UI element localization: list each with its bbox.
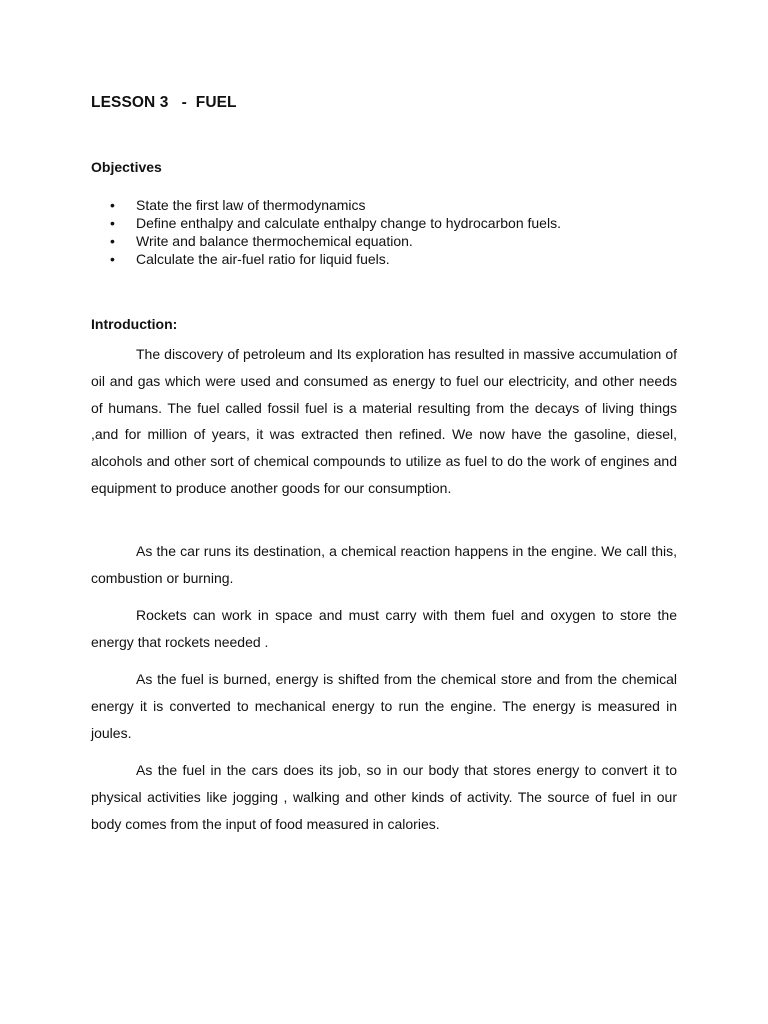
paragraph-text: As the car runs its destination, a chemical reaction happens in the engine. We call this, combustion or burning. <box>91 543 677 586</box>
objective-text: Write and balance thermochemical equation. <box>136 233 413 249</box>
objective-text: Calculate the air-fuel ratio for liquid fuels. <box>136 251 390 267</box>
list-item <box>110 196 561 214</box>
introduction-paragraph <box>91 341 677 502</box>
paragraph-text: Rockets can work in space and must carry with them fuel and oxygen to store the energy that rockets needed . <box>91 607 677 650</box>
paragraph-text: The discovery of petroleum and Its exploration has resulted in massive accumulation of oil and gas which were used and consumed as energy to fuel our electricity, and other needs of humans. The fuel called fossil fuel is a material resulting from the decays of living things ,and for million of years, it was extracted then refined. We now have the gasoline, diesel, alcohols and other sort of chemical compounds to utilize as fuel to do the work of engines and equipment to produce another goods for our consumption. <box>91 346 677 496</box>
objective-text: State the first law of thermodynamics <box>136 197 366 213</box>
objectives-heading: Objectives <box>91 159 162 175</box>
bullet-icon: • <box>110 197 115 213</box>
introduction-paragraph <box>91 602 677 656</box>
list-item <box>110 250 561 268</box>
bullet-icon: • <box>110 215 115 231</box>
lesson-title: LESSON 3 - FUEL <box>91 94 237 111</box>
objective-text: Define enthalpy and calculate enthalpy change to hydrocarbon fuels. <box>136 215 561 231</box>
list-item <box>110 232 561 250</box>
list-item <box>110 214 561 232</box>
bullet-icon: • <box>110 233 115 249</box>
paragraph-text: As the fuel in the cars does its job, so in our body that stores energy to convert it to physical activities like jogging , walking and other kinds of activity. The source of fuel in our body comes from the input of food measured in calories. <box>91 762 677 832</box>
introduction-paragraph <box>91 538 677 592</box>
introduction-paragraph <box>91 757 677 837</box>
introduction-paragraph <box>91 666 677 746</box>
bullet-icon: • <box>110 251 115 267</box>
objectives-list <box>110 196 561 268</box>
introduction-heading: Introduction: <box>91 316 178 332</box>
paragraph-text: As the fuel is burned, energy is shifted from the chemical store and from the chemical energy it is converted to mechanical energy to run the engine. The energy is measured in joules. <box>91 671 677 741</box>
